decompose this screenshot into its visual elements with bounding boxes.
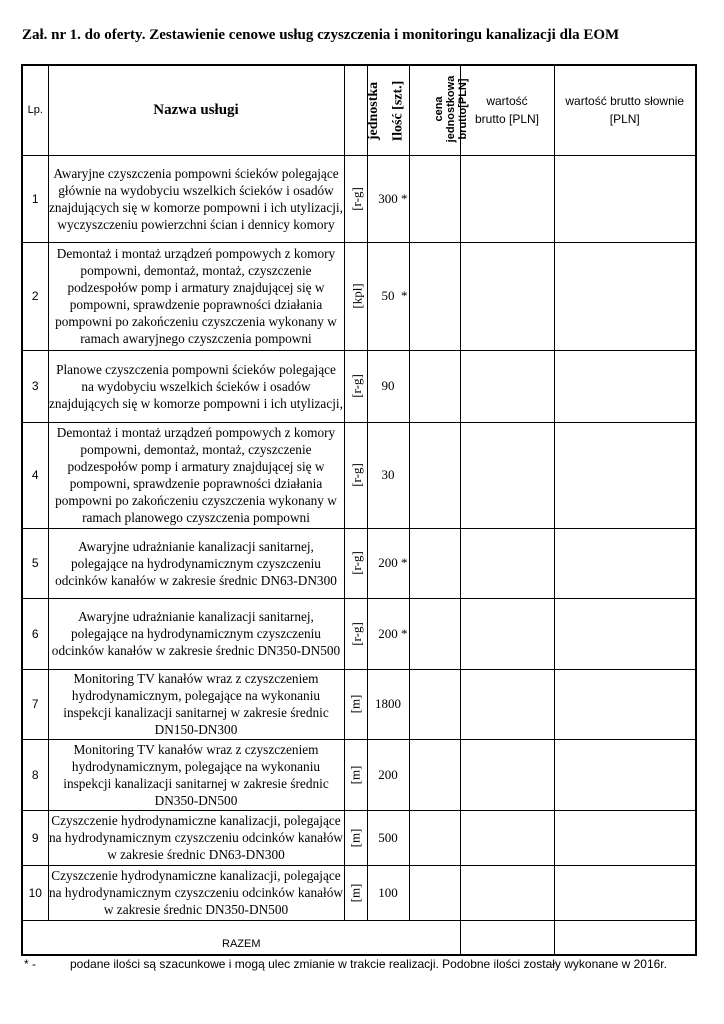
row-unit-price	[409, 528, 460, 598]
row-unit	[344, 669, 367, 739]
row-gross-value-words	[554, 598, 696, 669]
table-row	[22, 242, 696, 350]
header-gross-value-words: wartość brutto słownie [PLN]	[554, 65, 696, 155]
row-unit-label: [m]	[347, 694, 363, 714]
row-lp: 10	[22, 865, 48, 920]
row-service-name: Awaryjne udrażnianie kanalizacji sanitarnej, polegające na hydrodynamicznym czyszczeniu odcinków kanałów w zakresie średnic DN350-DN500	[48, 598, 344, 669]
row-qty-value: 50	[381, 288, 395, 303]
row-unit-label: [r-g]	[348, 551, 364, 575]
row-gross-value	[460, 669, 554, 739]
row-unit	[344, 350, 367, 422]
row-lp: 2	[22, 242, 48, 350]
table-body	[22, 155, 696, 955]
row-qty	[367, 528, 409, 598]
header-unit-price	[409, 65, 469, 155]
row-gross-value-words	[554, 865, 696, 920]
row-unit-price	[409, 422, 460, 528]
row-unit-price	[409, 155, 460, 242]
row-unit-price	[409, 810, 460, 865]
row-unit	[344, 528, 367, 598]
row-qty-value: 200	[378, 766, 398, 782]
row-gross-value-words	[554, 242, 696, 350]
table-row	[22, 865, 696, 920]
row-lp: 5	[22, 528, 48, 598]
row-unit	[344, 810, 367, 865]
row-unit	[344, 422, 367, 528]
row-service-name: Demontaż i montaż urządzeń pompowych z komory pompowni, demontaż, montaż, czyszczenie podzespołów pomp i armatury znajdującej się w pompowni, sprawdzenie poprawności działania pompowni po zakończeniu czyszczenia wykonany w ramach planowego czyszczenia pompowni	[48, 422, 344, 528]
header-unit-price-label: cena jednostkowa brutto[PLN]	[432, 75, 469, 143]
row-gross-value-words	[554, 350, 696, 422]
row-lp: 4	[22, 422, 48, 528]
row-unit	[344, 242, 367, 350]
row-unit-label: [m]	[347, 883, 363, 902]
row-gross-value	[460, 739, 554, 810]
header-qty-label: Ilość [szt.]	[389, 80, 405, 142]
total-gross-value-words	[554, 920, 696, 955]
row-unit-label: [r-g]	[348, 621, 364, 646]
row-gross-value	[460, 242, 554, 350]
row-qty-value: 30	[381, 467, 395, 482]
row-unit-price	[409, 865, 460, 920]
table-row	[22, 810, 696, 865]
row-service-name: Demontaż i montaż urządzeń pompowych z komory pompowni, demontaż, montaż, czyszczenie podzespołów pomp i armatury znajdującej się w pompowni, sprawdzenie poprawności działania pompowni po zakończeniu czyszczenia wykonany w ramach awaryjnego czyszczenia pompowni	[48, 242, 344, 350]
row-gross-value	[460, 422, 554, 528]
row-qty	[367, 242, 409, 350]
row-unit-label: [m]	[347, 828, 363, 847]
row-lp: 1	[22, 155, 48, 242]
total-gross-value	[460, 920, 554, 955]
row-lp: 7	[22, 669, 48, 739]
row-qty-value: 500	[378, 829, 398, 845]
header-gross-value: wartość brutto [PLN]	[460, 65, 554, 155]
table-row	[22, 350, 696, 422]
row-unit	[344, 598, 367, 669]
row-unit-label: [r-g]	[348, 463, 364, 487]
row-gross-value-words	[554, 155, 696, 242]
row-unit-label: [r-g]	[348, 374, 364, 398]
table-row	[22, 739, 696, 810]
table-row	[22, 528, 696, 598]
footnote	[24, 957, 667, 971]
row-qty-value: 100	[378, 884, 398, 900]
row-qty-value: 90	[381, 378, 395, 393]
price-table	[21, 64, 697, 956]
row-qty-value: 1800	[375, 696, 401, 711]
row-unit	[344, 155, 367, 242]
header-unit-label: jednostka	[365, 82, 381, 141]
row-gross-value	[460, 810, 554, 865]
row-gross-value-words	[554, 528, 696, 598]
row-unit-price	[409, 669, 460, 739]
row-unit-label: [r-g]	[348, 186, 364, 211]
row-service-name: Czyszczenie hydrodynamiczne kanalizacji, polegające na hydrodynamicznym czyszczeniu odcinków kanałów w zakresie średnic DN63-DN300	[48, 810, 344, 865]
row-unit-price	[409, 739, 460, 810]
row-qty	[367, 350, 409, 422]
row-gross-value	[460, 528, 554, 598]
row-qty-mark: *	[401, 555, 408, 570]
row-unit-label: [m]	[347, 765, 363, 784]
header-row	[22, 65, 696, 155]
row-gross-value-words	[554, 810, 696, 865]
row-lp: 9	[22, 810, 48, 865]
row-unit	[344, 865, 367, 920]
total-label: RAZEM	[22, 920, 460, 955]
row-gross-value	[460, 350, 554, 422]
row-lp: 3	[22, 350, 48, 422]
row-qty	[367, 669, 409, 739]
row-gross-value	[460, 598, 554, 669]
header-name: Nazwa usługi	[48, 65, 344, 155]
row-service-name: Awaryjne udrażnianie kanalizacji sanitarnej, polegające na hydrodynamicznym czyszczeniu odcinków kanałów w zakresie średnic DN63-DN300	[48, 528, 344, 598]
row-qty	[367, 739, 409, 810]
row-gross-value-words	[554, 669, 696, 739]
row-qty	[367, 865, 409, 920]
row-qty	[367, 422, 409, 528]
footnote-text: podane ilości są szacunkowe i mogą ulec zmianie w trakcie realizacji. Podobne ilości zostały wykonane w 2016r.	[70, 957, 667, 971]
table-row	[22, 598, 696, 669]
row-lp: 6	[22, 598, 48, 669]
row-qty-value: 300	[378, 190, 398, 206]
row-lp: 8	[22, 739, 48, 810]
header-unit	[344, 65, 381, 155]
row-service-name: Monitoring TV kanałów wraz z czyszczeniem hydrodynamicznym, polegające na wykonaniu inspekcji kanalizacji sanitarnej w zakresie średnic DN350-DN500	[48, 739, 344, 810]
table-row	[22, 422, 696, 528]
row-gross-value	[460, 155, 554, 242]
row-unit-label: [kpl]	[349, 283, 365, 309]
row-service-name: Czyszczenie hydrodynamiczne kanalizacji, polegające na hydrodynamicznym czyszczeniu odcinków kanałów w zakresie średnic DN350-DN500	[48, 865, 344, 920]
row-qty	[367, 155, 409, 242]
row-gross-value	[460, 865, 554, 920]
row-qty-value: 200	[378, 625, 398, 641]
row-unit-price	[409, 242, 460, 350]
row-qty-mark: *	[401, 288, 408, 303]
row-unit	[344, 739, 367, 810]
footnote-mark: * -	[24, 957, 36, 971]
document-title: Zał. nr 1. do oferty. Zestawienie cenowe usług czyszczenia i monitoringu kanalizacji dla EOM	[22, 27, 620, 43]
row-service-name: Awaryjne czyszczenia pompowni ścieków polegające głównie na wydobyciu wszelkich ścieków i osadów znajdujących się w komorze pompowni i ich utylizacji, wyczyszczeniu powierzchni ścian i dennicy komory	[48, 155, 344, 242]
row-qty	[367, 810, 409, 865]
header-lp: Lp.	[22, 65, 48, 155]
row-qty-mark: *	[401, 190, 408, 206]
table-row	[22, 669, 696, 739]
row-gross-value-words	[554, 739, 696, 810]
total-row	[22, 920, 696, 955]
row-qty-value: 200	[378, 555, 398, 570]
row-qty	[367, 598, 409, 669]
row-unit-price	[409, 350, 460, 422]
row-unit-price	[409, 598, 460, 669]
table-row	[22, 155, 696, 242]
row-service-name: Planowe czyszczenia pompowni ścieków polegające na wydobyciu wszelkich ścieków i osadów znajdujących się w komorze pompowni i ich utylizacji,	[48, 350, 344, 422]
row-qty-mark: *	[401, 625, 408, 641]
row-service-name: Monitoring TV kanałów wraz z czyszczeniem hydrodynamicznym, polegające na wykonaniu inspekcji kanalizacji sanitarnej w zakresie średnic DN150-DN300	[48, 669, 344, 739]
row-gross-value-words	[554, 422, 696, 528]
